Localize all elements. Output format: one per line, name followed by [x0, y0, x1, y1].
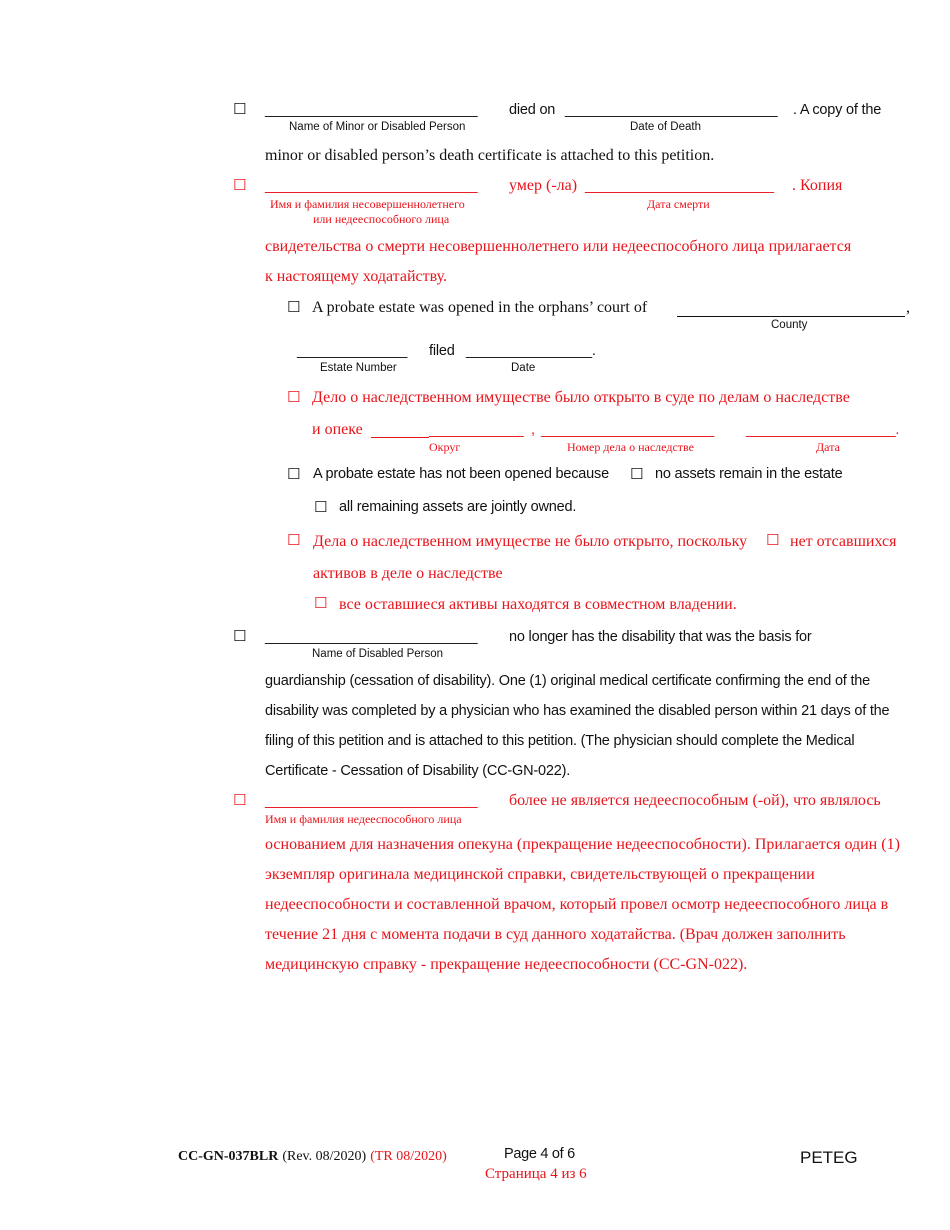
- county-field[interactable]: [677, 302, 905, 317]
- minor-name-blank-ru[interactable]: ___________________________: [265, 178, 478, 194]
- probate-opened-text-ru-2: и опеке: [312, 421, 363, 438]
- caption-filed-date-ru: Дата: [816, 440, 840, 454]
- died-checkbox[interactable]: ☐: [233, 100, 247, 118]
- estate-number-blank[interactable]: ______________: [297, 343, 408, 359]
- caption-disabled-person-name: Name of Disabled Person: [312, 648, 444, 660]
- died-on-label-ru: умер (-ла): [509, 177, 578, 194]
- copy-of-the-text: . A copy of the: [793, 102, 882, 118]
- caption-minor-name-ru-2: или недееспособного лица: [313, 212, 450, 226]
- died-on-label: died on: [509, 102, 556, 118]
- date-of-death-blank[interactable]: ___________________________: [565, 102, 778, 118]
- caption-minor-name-ru-1: Имя и фамилия несовершеннолетнего: [270, 197, 465, 211]
- form-number: CC-GN-037BLR: [178, 1149, 279, 1164]
- page-number-ru: Страница 4 из 6: [485, 1166, 587, 1182]
- disability-paragraph-ru: основанием для назначения опекуна (прекращение недееспособности). Прилагается один (1) экземпляр оригинала медицинской справки, свидетельствующей о прекращении недееспособности и составленной врачом, который провел осмотр недееспособного лица в течение 21 дня с момента подачи в суд данного ходатайства. (Врач должен заполнить медицинскую справку - прекращение недееспособности (CC-GN-022).: [265, 836, 900, 973]
- form-revision: (Rev. 08/2020): [282, 1149, 367, 1164]
- footer-form-id: [178, 1147, 447, 1165]
- filed-date-blank[interactable]: ________________.: [466, 343, 596, 359]
- disabled-person-name-blank[interactable]: ___________________________: [265, 629, 478, 645]
- no-assets-checkbox-ru[interactable]: ☐: [766, 531, 780, 549]
- caption-county-ru: Округ: [429, 440, 461, 454]
- form-translation-revision: (TR 08/2020): [370, 1149, 447, 1164]
- county-field-ru[interactable]: [371, 423, 429, 438]
- caption-minor-name: Name of Minor or Disabled Person: [289, 121, 466, 133]
- disability-ended-checkbox-ru[interactable]: ☐: [233, 791, 247, 809]
- probate-not-opened-text: A probate estate has not been opened because: [313, 466, 609, 482]
- language-code: PETEG: [800, 1148, 858, 1167]
- no-longer-disabled-text-ru: более не является недееспособным (-ой), что являлось: [509, 792, 881, 809]
- filed-date-blank-ru[interactable]: ___________________.: [746, 422, 900, 438]
- caption-filed-date: Date: [511, 362, 536, 374]
- no-longer-disabled-text: no longer has the disability that was the basis for: [509, 629, 812, 645]
- jointly-owned-label-ru: все оставшиеся активы находятся в совместном владении.: [339, 596, 737, 613]
- county-blank-ru[interactable]: ____________: [429, 422, 524, 438]
- death-certificate-text: minor or disabled person’s death certificate is attached to this petition.: [265, 147, 715, 164]
- probate-opened-text: A probate estate was opened in the orphans’ court of: [312, 299, 648, 316]
- probate-opened-checkbox[interactable]: ☐: [287, 298, 301, 316]
- no-assets-label: no assets remain in the estate: [655, 466, 843, 482]
- probate-opened-text-ru: Дело о наследственном имуществе было открыто в суде по делам о наследстве: [312, 389, 850, 406]
- estate-number-blank-ru[interactable]: ______________________: [541, 422, 715, 438]
- no-assets-label-ru: нет отсавшихся: [790, 533, 897, 550]
- disability-paragraph: guardianship (cessation of disability). One (1) original medical certificate confirming the end of the disability was completed by a physician who has examined the disabled person within 21 days of the filing of this petition and is attached to this petition. (The physician should complete the Medical Certificate - Cessation of Disability (CC-GN-022).: [265, 673, 890, 779]
- jointly-owned-label: all remaining assets are jointly owned.: [339, 499, 577, 515]
- date-of-death-blank-ru[interactable]: ________________________: [585, 178, 774, 194]
- probate-not-opened-checkbox-ru[interactable]: ☐: [287, 531, 301, 549]
- died-checkbox-ru[interactable]: ☐: [233, 176, 247, 194]
- probate-not-opened-checkbox[interactable]: ☐: [287, 465, 301, 483]
- disabled-person-name-blank-ru[interactable]: ___________________________: [265, 793, 478, 809]
- disability-ended-checkbox[interactable]: ☐: [233, 627, 247, 645]
- no-assets-label-ru-2: активов в деле о наследстве: [313, 565, 503, 582]
- minor-name-blank[interactable]: ___________________________: [265, 102, 478, 118]
- no-assets-checkbox[interactable]: ☐: [630, 465, 644, 483]
- caption-estate-number-ru: Номер дела о наследстве: [567, 440, 694, 454]
- filed-label: filed: [429, 343, 455, 359]
- county-comma: ,: [906, 299, 910, 316]
- copy-text-ru: . Копия: [792, 177, 843, 194]
- county-comma-ru: ,: [531, 422, 535, 438]
- probate-opened-checkbox-ru[interactable]: ☐: [287, 388, 301, 406]
- caption-disabled-person-name-ru: Имя и фамилия недееспособного лица: [265, 812, 462, 826]
- caption-estate-number: Estate Number: [320, 362, 397, 374]
- jointly-owned-checkbox[interactable]: ☐: [314, 498, 328, 516]
- death-certificate-text-ru-1: свидетельства о смерти несовершеннолетнего или недееспособного лица прилагается: [265, 238, 852, 255]
- probate-not-opened-text-ru: Дела о наследственном имуществе не было открыто, поскольку: [313, 533, 748, 550]
- caption-county: County: [771, 319, 808, 331]
- caption-date-of-death: Date of Death: [630, 121, 701, 133]
- caption-date-of-death-ru: Дата смерти: [647, 197, 710, 211]
- page-number: Page 4 of 6: [504, 1146, 575, 1162]
- jointly-owned-checkbox-ru[interactable]: ☐: [314, 594, 328, 612]
- death-certificate-text-ru-2: к настоящему ходатайству.: [265, 268, 448, 285]
